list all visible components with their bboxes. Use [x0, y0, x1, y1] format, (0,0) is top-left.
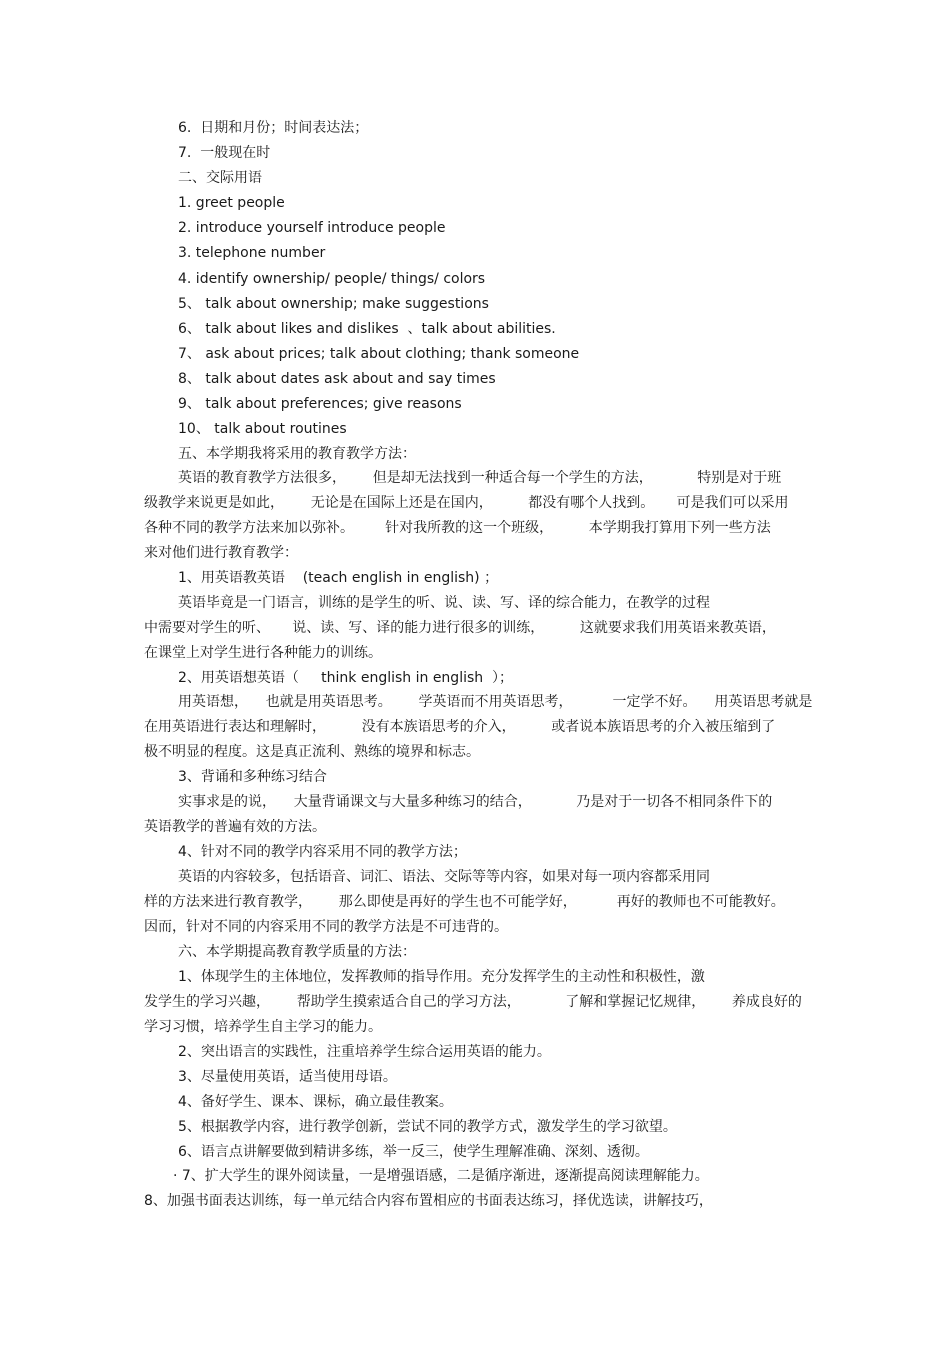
paragraph-line: 各种不同的教学方法来加以弥补。 针对我所教的这一个班级， 本学期我打算用下列一些方法 — [144, 520, 771, 536]
text-line: 10、 talk about routines — [178, 421, 347, 437]
text-line: 9、 talk about preferences; give reasons — [178, 396, 462, 412]
list-item: 6、语言点讲解要做到精讲多练，举一反三，使学生理解准确、深刻、透彻。 — [178, 1144, 649, 1160]
list-item: 3、尽量使用英语，适当使用母语。 — [178, 1069, 397, 1085]
list-item: · 7、扩大学生的课外阅读量，一是增强语感，二是循序渐进，逐渐提高阅读理解能力。 — [173, 1168, 709, 1184]
section-heading: 六、本学期提高教育教学质量的方法： — [178, 944, 416, 960]
paragraph-line: 英语毕竟是一门语言，训练的是学生的听、说、读、写、译的综合能力，在教学的过程 — [178, 595, 710, 611]
paragraph-line: 学习习惯，培养学生自主学习的能力。 — [144, 1019, 382, 1035]
list-item: 5、根据教学内容，进行教学创新，尝试不同的教学方式，激发学生的学习欲望。 — [178, 1119, 677, 1135]
list-item: 4、备好学生、课本、课标，确立最佳教案。 — [178, 1094, 453, 1110]
paragraph-line: 用英语想， 也就是用英语思考。 学英语而不用英语思考， 一定学不好。 用英语思考就是 — [178, 694, 813, 710]
paragraph-line: 在课堂上对学生进行各种能力的训练。 — [144, 645, 382, 661]
list-item: 8、加强书面表达训练，每一单元结合内容布置相应的书面表达练习，择优选读，讲解技巧， — [144, 1193, 713, 1209]
text-line: 6、 talk about likes and dislikes 、talk about abilities. — [178, 321, 556, 337]
list-item: 2、突出语言的实践性，注重培养学生综合运用英语的能力。 — [178, 1044, 551, 1060]
paragraph-line: 样的方法来进行教育教学， 那么即使是再好的学生也不可能学好， 再好的教师也不可能教好。 — [144, 894, 785, 910]
subheading: 4、针对不同的教学内容采用不同的教学方法； — [178, 844, 467, 860]
paragraph-line: 英语教学的普遍有效的方法。 — [144, 819, 326, 835]
paragraph-line: 极不明显的程度。这是真正流利、熟练的境界和标志。 — [144, 744, 480, 760]
paragraph-line: 在用英语进行表达和理解时， 没有本族语思考的介入， 或者说本族语思考的介入被压缩到了 — [144, 719, 776, 735]
paragraph-line: 实事求是的说， 大量背诵课文与大量多种练习的结合， 乃是对于一切各不相同条件下的 — [178, 794, 773, 810]
text-line: 8、 talk about dates ask about and say times — [178, 371, 496, 387]
section-heading: 二、交际用语 — [178, 170, 262, 186]
section-heading: 五、本学期我将采用的教育教学方法： — [178, 446, 416, 462]
subheading: 2、用英语想英语（ think english in english ）； — [178, 670, 514, 686]
text-line: 1. greet people — [178, 195, 285, 211]
paragraph-line: 因而，针对不同的内容采用不同的教学方法是不可违背的。 — [144, 919, 508, 935]
text-line: 5、 talk about ownership; make suggestions — [178, 296, 489, 312]
text-line: 3. telephone number — [178, 245, 326, 261]
subheading: 1、用英语教英语 (teach english in english) ； — [178, 570, 499, 586]
paragraph-line: 来对他们进行教育教学： — [144, 545, 298, 561]
text-line: 6. 日期和月份；时间表达法； — [178, 120, 369, 136]
subheading: 3、背诵和多种练习结合 — [178, 769, 327, 785]
paragraph-line: 1、体现学生的主体地位，发挥教师的指导作用。充分发挥学生的主动性和积极性，激 — [178, 969, 705, 985]
paragraph-line: 发学生的学习兴趣， 帮助学生摸索适合自己的学习方法， 了解和掌握记忆规律， 养成良好的 — [144, 994, 802, 1010]
paragraph-line: 英语的内容较多，包括语音、词汇、语法、交际等等内容，如果对每一项内容都采用同 — [178, 869, 710, 885]
paragraph-line: 英语的教育教学方法很多， 但是却无法找到一种适合每一个学生的方法， 特别是对于班 — [178, 470, 782, 486]
text-line: 7. 一般现在时 — [178, 145, 271, 161]
text-line: 4. identify ownership/ people/ things/ colors — [178, 271, 486, 287]
paragraph-line: 级教学来说更是如此， 无论是在国际上还是在国内， 都没有哪个人找到。 可是我们可以采用 — [144, 495, 789, 511]
text-line: 2. introduce yourself introduce people — [178, 220, 446, 236]
text-line: 7、 ask about prices; talk about clothing; thank someone — [178, 346, 580, 362]
paragraph-line: 中需要对学生的听、 说、读、写、译的能力进行很多的训练， 这就要求我们用英语来教英语， — [144, 620, 776, 636]
